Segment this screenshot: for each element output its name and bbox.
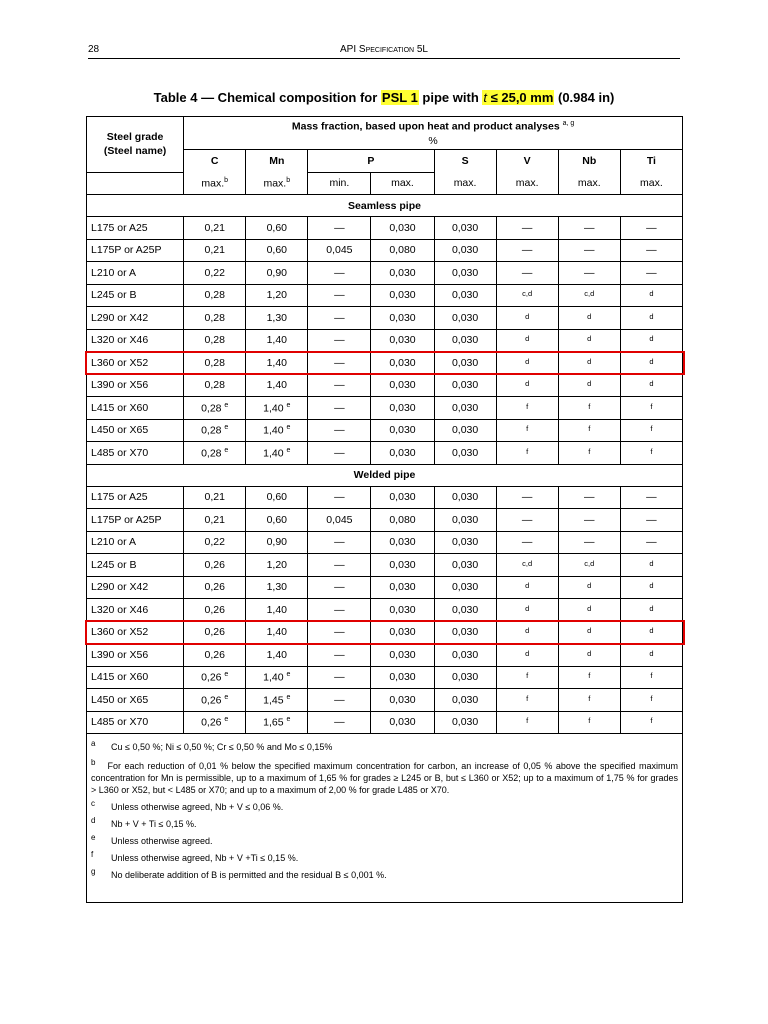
cell-ti: f: [620, 689, 682, 712]
cell-mn: 1,40: [246, 374, 308, 397]
cell-mn: 1,20: [246, 284, 308, 307]
highlight-box-welded-l360: [85, 620, 685, 645]
cell-p-max: 0,030: [371, 374, 434, 397]
cell-nb: d: [558, 329, 620, 352]
cell-p-max: 0,030: [371, 599, 434, 622]
cell-s: 0,030: [434, 217, 496, 240]
cell-grade: L210 or A: [87, 531, 184, 554]
cell-mn: 1,40: [246, 644, 308, 667]
cell-nb: —: [558, 486, 620, 509]
table-title: Table 4 — Chemical composition for PSL 1 pipe with t ≤ 25,0 mm (0.984 in): [153, 90, 615, 105]
cell-c: 0,21: [184, 509, 246, 532]
cell-s: 0,030: [434, 531, 496, 554]
cell-grade: L175P or A25P: [87, 239, 184, 262]
cell-nb: d: [558, 352, 620, 375]
cell-s: 0,030: [434, 262, 496, 285]
cell-grade: L290 or X42: [87, 307, 184, 330]
cell-p-min: —: [308, 711, 371, 734]
subheader-c-max: max.$^b$: [184, 172, 246, 195]
cell-ti: d: [620, 374, 682, 397]
table-row: [87, 486, 683, 509]
cell-mn: 0,60: [246, 239, 308, 262]
col-header-nb: Nb: [558, 150, 620, 173]
cell-s: 0,030: [434, 554, 496, 577]
cell-grade: L175 or A25: [87, 217, 184, 240]
cell-p-max: 0,030: [371, 621, 434, 644]
col-header-p: P: [308, 150, 434, 173]
cell-p-max: 0,030: [371, 419, 434, 442]
footnote-g: g No deliberate addition of B is permitted and the residual B ≤ 0,001 %.: [91, 867, 387, 880]
cell-mn: 0,90: [246, 262, 308, 285]
subheader-ti-max: max.: [620, 172, 682, 195]
cell-s: 0,030: [434, 284, 496, 307]
cell-c: 0,21: [184, 217, 246, 240]
cell-c: 0,22: [184, 531, 246, 554]
cell-c: 0,28: [184, 329, 246, 352]
cell-p-min: —: [308, 486, 371, 509]
cell-p-min: —: [308, 442, 371, 465]
cell-grade: L450 or X65: [87, 689, 184, 712]
cell-p-min: —: [308, 621, 371, 644]
cell-s: 0,030: [434, 397, 496, 420]
cell-ti: d: [620, 307, 682, 330]
cell-p-max: 0,030: [371, 442, 434, 465]
table-row: [87, 374, 683, 397]
cell-mn: 1,30: [246, 307, 308, 330]
cell-ti: d: [620, 329, 682, 352]
cell-v: d: [496, 621, 558, 644]
subheader-nb-max: max.: [558, 172, 620, 195]
cell-p-min: —: [308, 374, 371, 397]
cell-nb: —: [558, 509, 620, 532]
cell-grade: L320 or X46: [87, 329, 184, 352]
cell-ti: —: [620, 509, 682, 532]
col-header-mn: Mn: [246, 150, 308, 173]
cell-p-max: 0,080: [371, 239, 434, 262]
cell-p-min: —: [308, 554, 371, 577]
col-header-v: V: [496, 150, 558, 173]
table-row: [87, 262, 683, 285]
cell-ti: f: [620, 711, 682, 734]
cell-ti: —: [620, 531, 682, 554]
cell-grade: L485 or X70: [87, 711, 184, 734]
cell-mn: 0,60: [246, 509, 308, 532]
cell-p-min: —: [308, 576, 371, 599]
table-row: [87, 329, 683, 352]
cell-s: 0,030: [434, 621, 496, 644]
cell-s: 0,030: [434, 689, 496, 712]
footnote-f: f Unless otherwise agreed, Nb + V +Ti ≤ 0,15 %.: [91, 850, 299, 863]
cell-c: 0,26: [184, 644, 246, 667]
cell-mn: 1,40: [246, 599, 308, 622]
cell-s: 0,030: [434, 576, 496, 599]
cell-ti: —: [620, 486, 682, 509]
cell-nb: f: [558, 711, 620, 734]
cell-mn: 1,40: [246, 621, 308, 644]
cell-c: 0,28: [184, 284, 246, 307]
cell-s: 0,030: [434, 711, 496, 734]
cell-p-max: 0,030: [371, 689, 434, 712]
cell-v: f: [496, 666, 558, 689]
cell-p-min: —: [308, 644, 371, 667]
cell-c: 0,21: [184, 239, 246, 262]
cell-p-min: —: [308, 419, 371, 442]
cell-mn: 1,40 $^e$: [246, 442, 308, 465]
table-row: [87, 576, 683, 599]
cell-grade: L415 or X60: [87, 666, 184, 689]
cell-mn: 1,40 $^e$: [246, 419, 308, 442]
table-row: [87, 509, 683, 532]
cell-ti: f: [620, 442, 682, 465]
cell-nb: d: [558, 644, 620, 667]
cell-v: —: [496, 531, 558, 554]
cell-nb: c,d: [558, 554, 620, 577]
cell-c: 0,26: [184, 554, 246, 577]
cell-nb: d: [558, 576, 620, 599]
cell-v: d: [496, 644, 558, 667]
col-header-c: C: [184, 150, 246, 173]
table-row: [87, 554, 683, 577]
cell-v: —: [496, 217, 558, 240]
cell-mn: 0,60: [246, 217, 308, 240]
cell-s: 0,030: [434, 419, 496, 442]
cell-ti: d: [620, 644, 682, 667]
cell-nb: f: [558, 666, 620, 689]
cell-s: 0,030: [434, 486, 496, 509]
cell-c: 0,22: [184, 262, 246, 285]
cell-c: 0,26 $^e$: [184, 666, 246, 689]
subheader-p-max: max.: [371, 172, 434, 195]
cell-p-max: 0,030: [371, 554, 434, 577]
footnote-b: b For each reduction of 0,01 % below the specified maximum concentration for carbon, an increase of 0,05 % above the specified maximum concentration for Mn is permissible, up to a maximum of 1,65 % for grades ≥ L245 or B, but ≤ L360 or X52; up to a maximum of 1,75 % for grades > L360 or X52, but < L485 or X70; and up to a maximum of 2,00 % for grade L485 or X70.: [91, 758, 678, 795]
cell-c: 0,26 $^e$: [184, 689, 246, 712]
cell-grade: L450 or X65: [87, 419, 184, 442]
cell-ti: d: [620, 352, 682, 375]
highlight-psl: PSL 1: [381, 90, 418, 105]
subheader-s-max: max.: [434, 172, 496, 195]
cell-v: f: [496, 711, 558, 734]
table-row: [87, 531, 683, 554]
cell-v: —: [496, 486, 558, 509]
cell-nb: —: [558, 262, 620, 285]
cell-grade: L210 or A: [87, 262, 184, 285]
cell-ti: d: [620, 576, 682, 599]
col-header-ti: Ti: [620, 150, 682, 173]
cell-grade: L415 or X60: [87, 397, 184, 420]
cell-ti: f: [620, 666, 682, 689]
table-row: [87, 284, 683, 307]
cell-v: d: [496, 599, 558, 622]
col-header-mass-fraction: Mass fraction, based upon heat and product analyses $^{a, g}$: [184, 117, 683, 136]
cell-ti: —: [620, 262, 682, 285]
col-header-percent: %: [184, 135, 683, 150]
table-row: [87, 442, 683, 465]
cell-grade: L390 or X56: [87, 644, 184, 667]
cell-v: —: [496, 509, 558, 532]
footnote-d: d Nb + V + Ti ≤ 0,15 %.: [91, 816, 197, 829]
table-row: [87, 644, 683, 667]
cell-ti: f: [620, 397, 682, 420]
cell-v: d: [496, 352, 558, 375]
cell-c: 0,28 $^e$: [184, 442, 246, 465]
cell-p-max: 0,080: [371, 509, 434, 532]
cell-v: d: [496, 307, 558, 330]
table-row: [87, 599, 683, 622]
cell-mn: 1,20: [246, 554, 308, 577]
cell-ti: d: [620, 621, 682, 644]
cell-p-min: —: [308, 217, 371, 240]
cell-p-min: —: [308, 352, 371, 375]
cell-nb: —: [558, 239, 620, 262]
cell-grade: L320 or X46: [87, 599, 184, 622]
cell-p-min: 0,045: [308, 509, 371, 532]
cell-nb: c,d: [558, 284, 620, 307]
page-header: [88, 44, 680, 59]
cell-ti: f: [620, 419, 682, 442]
footnote-a: a Cu ≤ 0,50 %; Ni ≤ 0,50 %; Cr ≤ 0,50 % and Mo ≤ 0,15%: [91, 739, 333, 752]
cell-nb: f: [558, 419, 620, 442]
page-number: 28: [88, 44, 100, 55]
subheader-mn-max: max.$^b$: [246, 172, 308, 195]
cell-nb: f: [558, 442, 620, 465]
cell-nb: —: [558, 217, 620, 240]
footnote-c: c Unless otherwise agreed, Nb + V ≤ 0,06 %.: [91, 799, 284, 812]
cell-mn: 1,40 $^e$: [246, 397, 308, 420]
cell-s: 0,030: [434, 442, 496, 465]
highlight-thickness: t ≤ 25,0 mm: [483, 90, 554, 105]
cell-nb: d: [558, 621, 620, 644]
section-welded-pipe: Welded pipe: [87, 464, 683, 486]
subheader-v-max: max.: [496, 172, 558, 195]
cell-c: 0,28: [184, 374, 246, 397]
cell-grade: L245 or B: [87, 284, 184, 307]
cell-nb: —: [558, 531, 620, 554]
cell-v: f: [496, 442, 558, 465]
cell-c: 0,28 $^e$: [184, 419, 246, 442]
cell-nb: d: [558, 599, 620, 622]
cell-p-min: —: [308, 397, 371, 420]
cell-nb: f: [558, 397, 620, 420]
cell-grade: L360 or X52: [87, 352, 184, 375]
cell-p-min: 0,045: [308, 239, 371, 262]
cell-s: 0,030: [434, 239, 496, 262]
cell-c: 0,26: [184, 576, 246, 599]
cell-nb: d: [558, 374, 620, 397]
cell-v: —: [496, 239, 558, 262]
cell-p-min: —: [308, 689, 371, 712]
cell-p-max: 0,030: [371, 284, 434, 307]
cell-mn: 1,30: [246, 576, 308, 599]
highlight-box-seamless-l360: [85, 351, 685, 376]
cell-mn: 1,45 $^e$: [246, 689, 308, 712]
col-header-grade: Steel grade (Steel name): [87, 117, 184, 173]
cell-mn: 0,90: [246, 531, 308, 554]
cell-p-max: 0,030: [371, 644, 434, 667]
cell-p-min: —: [308, 329, 371, 352]
cell-v: c,d: [496, 284, 558, 307]
cell-ti: d: [620, 599, 682, 622]
cell-grade: L245 or B: [87, 554, 184, 577]
document-title: API Specification 5L: [340, 44, 428, 55]
cell-mn: 0,60: [246, 486, 308, 509]
cell-c: 0,26: [184, 621, 246, 644]
table-row: [87, 419, 683, 442]
table-row: [87, 239, 683, 262]
cell-p-max: 0,030: [371, 352, 434, 375]
cell-p-max: 0,030: [371, 329, 434, 352]
cell-p-max: 0,030: [371, 307, 434, 330]
table-row: [87, 689, 683, 712]
cell-p-max: 0,030: [371, 262, 434, 285]
cell-ti: d: [620, 554, 682, 577]
cell-ti: d: [620, 284, 682, 307]
cell-p-min: —: [308, 666, 371, 689]
cell-p-max: 0,030: [371, 531, 434, 554]
cell-p-min: —: [308, 531, 371, 554]
table-row: [87, 217, 683, 240]
cell-s: 0,030: [434, 599, 496, 622]
footnotes: [86, 734, 683, 903]
cell-mn: 1,40 $^e$: [246, 666, 308, 689]
cell-p-max: 0,030: [371, 666, 434, 689]
cell-c: 0,28 $^e$: [184, 397, 246, 420]
cell-s: 0,030: [434, 666, 496, 689]
cell-s: 0,030: [434, 374, 496, 397]
cell-c: 0,26 $^e$: [184, 711, 246, 734]
cell-p-min: —: [308, 307, 371, 330]
footnote-e: e Unless otherwise agreed.: [91, 833, 213, 846]
cell-v: d: [496, 576, 558, 599]
cell-mn: 1,40: [246, 329, 308, 352]
cell-v: d: [496, 329, 558, 352]
cell-s: 0,030: [434, 352, 496, 375]
cell-grade: L360 or X52: [87, 621, 184, 644]
cell-ti: —: [620, 239, 682, 262]
cell-p-max: 0,030: [371, 576, 434, 599]
cell-v: f: [496, 397, 558, 420]
cell-s: 0,030: [434, 329, 496, 352]
table-row: [87, 666, 683, 689]
cell-v: —: [496, 262, 558, 285]
subheader-p-min: min.: [308, 172, 371, 195]
cell-s: 0,030: [434, 644, 496, 667]
cell-p-max: 0,030: [371, 397, 434, 420]
table-row: [87, 397, 683, 420]
cell-p-min: —: [308, 284, 371, 307]
cell-c: 0,28: [184, 307, 246, 330]
section-seamless-pipe: Seamless pipe: [87, 195, 683, 217]
cell-s: 0,030: [434, 307, 496, 330]
cell-c: 0,21: [184, 486, 246, 509]
cell-ti: —: [620, 217, 682, 240]
cell-p-max: 0,030: [371, 217, 434, 240]
cell-p-max: 0,030: [371, 711, 434, 734]
cell-c: 0,26: [184, 599, 246, 622]
cell-grade: L175 or A25: [87, 486, 184, 509]
cell-nb: f: [558, 689, 620, 712]
cell-s: 0,030: [434, 509, 496, 532]
table-row: [87, 307, 683, 330]
table-row: [87, 711, 683, 734]
cell-v: d: [496, 374, 558, 397]
cell-grade: L290 or X42: [87, 576, 184, 599]
cell-p-max: 0,030: [371, 486, 434, 509]
cell-v: f: [496, 689, 558, 712]
cell-v: f: [496, 419, 558, 442]
cell-p-min: —: [308, 262, 371, 285]
cell-v: c,d: [496, 554, 558, 577]
cell-p-min: —: [308, 599, 371, 622]
col-header-s: S: [434, 150, 496, 173]
cell-nb: d: [558, 307, 620, 330]
cell-c: 0,28: [184, 352, 246, 375]
cell-grade: L485 or X70: [87, 442, 184, 465]
cell-grade: L175P or A25P: [87, 509, 184, 532]
cell-mn: 1,65 $^e$: [246, 711, 308, 734]
cell-mn: 1,40: [246, 352, 308, 375]
cell-grade: L390 or X56: [87, 374, 184, 397]
